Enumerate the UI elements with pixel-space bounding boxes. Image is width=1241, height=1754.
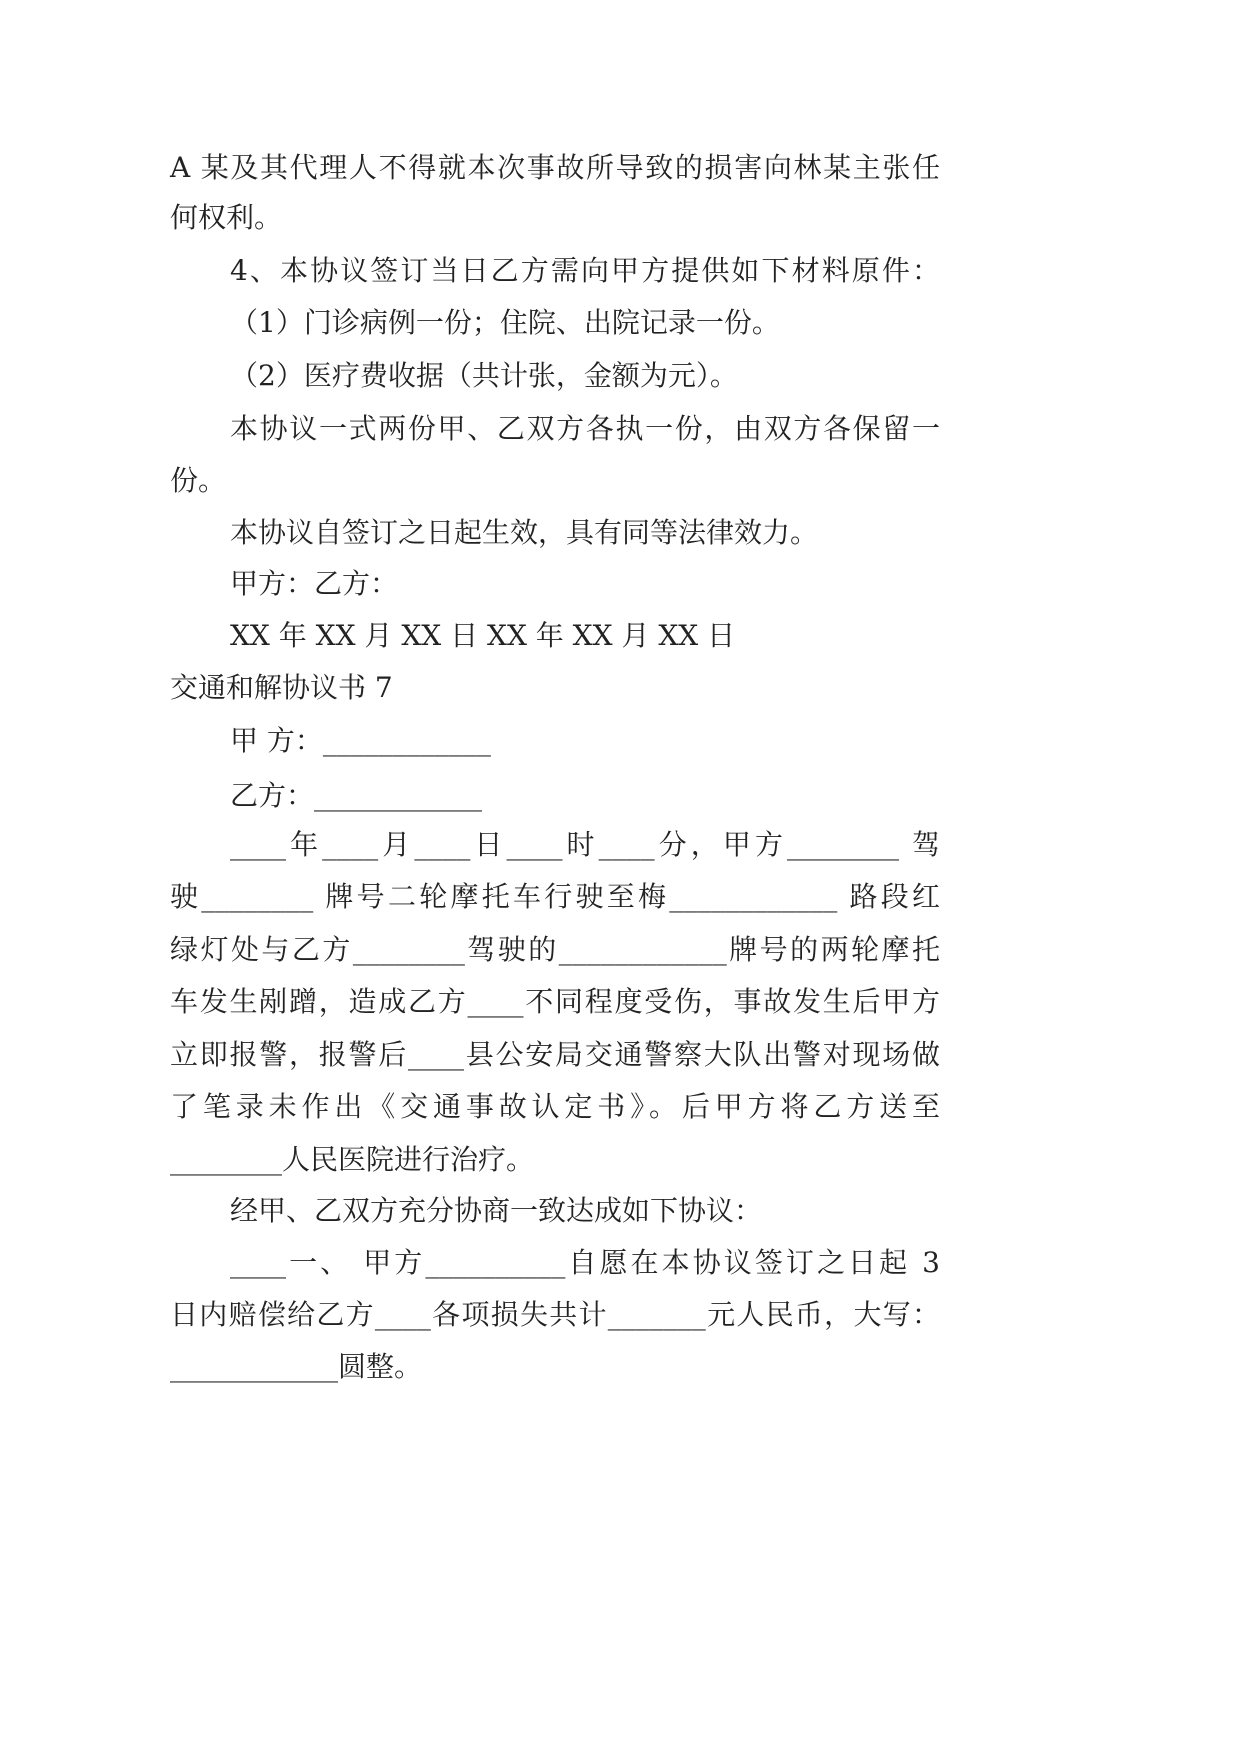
party-a-field: 甲 方：____________ (230, 724, 491, 757)
section-title: 交通和解协议书 7 (170, 671, 393, 704)
paragraph-line: 日内赔偿给乙方____各项损失共计_______元人民币，大写： (170, 1298, 940, 1331)
paragraph-line: （1）门诊病例一份；住院、出院记录一份。 (230, 306, 780, 339)
paragraph-line: 了笔录未作出《交通事故认定书》。后甲方将乙方送至 (170, 1090, 940, 1123)
paragraph-line: 驶________ 牌号二轮摩托车行驶至梅____________ 路段红 (170, 880, 940, 913)
paragraph-line: 4、本协议签订当日乙方需向甲方提供如下材料原件： (230, 254, 940, 287)
paragraph-line: ________人民医院进行治疗。 (170, 1143, 535, 1176)
paragraph-line: 本协议自签订之日起生效，具有同等法律效力。 (230, 516, 819, 549)
paragraph-line: ____________圆整。 (170, 1350, 423, 1383)
paragraph-line: 绿灯处与乙方________驾驶的____________牌号的两轮摩托 (170, 933, 940, 966)
paragraph-line: ____年____月____日____时____分，甲方________ 驾 (230, 828, 940, 861)
signature-parties: 甲方：乙方： (230, 567, 399, 600)
party-b-field: 乙方：____________ (230, 779, 483, 812)
paragraph-line: 经甲、乙双方充分协商一致达成如下协议： (230, 1194, 763, 1227)
signature-dates: XX 年 XX 月 XX 日 XX 年 XX 月 XX 日 (230, 619, 736, 652)
paragraph-line: 何权利。 (170, 201, 283, 234)
paragraph-line: 本协议一式两份甲、乙双方各执一份，由双方各保留一 (230, 412, 940, 445)
paragraph-line: ____一、 甲方__________自愿在本协议签订之日起 3 (230, 1246, 940, 1279)
paragraph-line: A 某及其代理人不得就本次事故所导致的损害向林某主张任 (170, 151, 940, 184)
paragraph-line: 份。 (170, 464, 227, 497)
paragraph-line: （2）医疗费收据（共计张，金额为元）。 (230, 359, 738, 392)
paragraph-line: 立即报警，报警后____县公安局交通警察大队出警对现场做 (170, 1038, 940, 1071)
paragraph-line: 车发生剐蹭，造成乙方____不同程度受伤，事故发生后甲方 (170, 985, 940, 1018)
